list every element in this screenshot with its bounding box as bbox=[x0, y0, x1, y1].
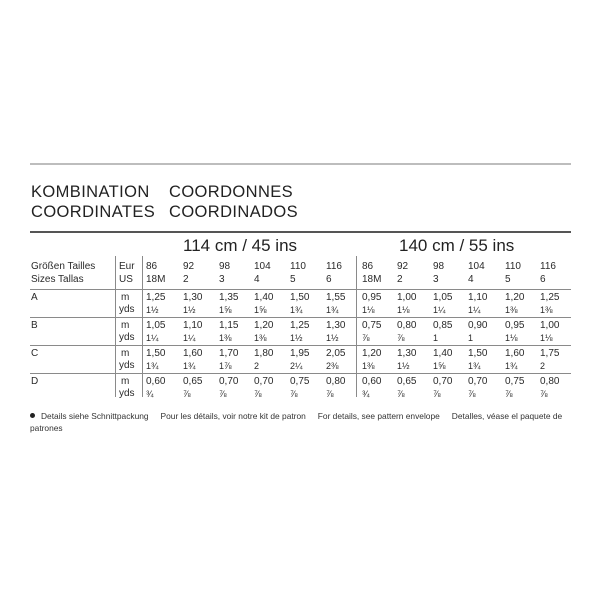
unit-us: US bbox=[119, 274, 133, 285]
yards-value: 1¼ bbox=[183, 333, 196, 343]
yards-value: 1⅜ bbox=[505, 305, 518, 315]
yards-value: 1½ bbox=[146, 305, 159, 315]
meters-value: 1,50 bbox=[290, 292, 310, 303]
us-size: 4 bbox=[254, 274, 260, 285]
view-label: D bbox=[31, 376, 39, 387]
meters-value: 0,90 bbox=[468, 320, 488, 331]
us-size: 3 bbox=[433, 274, 439, 285]
meters-value: 1,70 bbox=[219, 348, 239, 359]
row-divider bbox=[30, 289, 571, 290]
yards-value: 1 bbox=[433, 333, 439, 343]
unit-m: m bbox=[121, 320, 130, 331]
meters-value: 0,65 bbox=[397, 376, 417, 387]
meters-value: 0,65 bbox=[183, 376, 203, 387]
meters-value: 1,60 bbox=[505, 348, 525, 359]
yards-value: 2 bbox=[254, 361, 260, 371]
eur-size: 86 bbox=[146, 261, 158, 272]
title-line-2 bbox=[31, 202, 298, 222]
eur-size: 98 bbox=[433, 261, 445, 272]
meters-value: 1,75 bbox=[540, 348, 560, 359]
unit-yds: yds bbox=[119, 360, 135, 371]
row-divider bbox=[30, 317, 571, 318]
meters-value: 0,80 bbox=[540, 376, 560, 387]
eur-size: 110 bbox=[505, 261, 521, 272]
yards-value: 1⅜ bbox=[254, 333, 267, 343]
yards-value: ⅞ bbox=[397, 333, 405, 343]
meters-value: 0,95 bbox=[505, 320, 525, 331]
meters-value: 0,75 bbox=[290, 376, 310, 387]
unit-yds: yds bbox=[119, 388, 135, 399]
meters-value: 1,00 bbox=[397, 292, 417, 303]
yards-value: 1¼ bbox=[146, 333, 159, 343]
yards-value: ⅞ bbox=[397, 389, 405, 399]
yards-value: 1¾ bbox=[183, 361, 196, 371]
us-size: 18M bbox=[146, 274, 166, 285]
view-label: C bbox=[31, 348, 39, 359]
yards-value: 1⅛ bbox=[540, 333, 553, 343]
us-size: 6 bbox=[540, 274, 546, 285]
meters-value: 0,75 bbox=[505, 376, 525, 387]
yards-value: 1¾ bbox=[468, 361, 481, 371]
eur-size: 98 bbox=[219, 261, 231, 272]
unit-m: m bbox=[121, 292, 130, 303]
title-coordinates: COORDINATES bbox=[31, 203, 156, 221]
yards-value: ⅞ bbox=[219, 389, 227, 399]
yards-value: 1¼ bbox=[468, 305, 481, 315]
row-divider bbox=[30, 345, 571, 346]
eur-size: 110 bbox=[290, 261, 306, 272]
us-size: 2 bbox=[183, 274, 189, 285]
us-size: 2 bbox=[397, 274, 403, 285]
yards-value: ¾ bbox=[362, 389, 370, 399]
footnote-en: For details, see pattern envelope bbox=[317, 411, 440, 421]
size-label-line-1: Größen Tailles bbox=[31, 261, 96, 272]
yards-value: 1⅝ bbox=[219, 305, 232, 315]
view-label: B bbox=[31, 320, 38, 331]
meters-value: 1,15 bbox=[219, 320, 239, 331]
meters-value: 0,60 bbox=[146, 376, 166, 387]
yards-value: 1⅛ bbox=[362, 305, 375, 315]
meters-value: 1,55 bbox=[326, 292, 346, 303]
yards-value: 1⅛ bbox=[397, 305, 410, 315]
yards-value: 1¾ bbox=[146, 361, 159, 371]
yards-value: ⅞ bbox=[505, 389, 513, 399]
meters-value: 1,50 bbox=[468, 348, 488, 359]
table-top-rule bbox=[30, 231, 571, 233]
unit-m: m bbox=[121, 376, 130, 387]
meters-value: 1,40 bbox=[433, 348, 453, 359]
meters-value: 1,05 bbox=[146, 320, 166, 331]
yards-value: 2⅜ bbox=[326, 361, 339, 371]
title-coordinados: COORDINADOS bbox=[169, 203, 299, 221]
footnote-de: Details siehe Schnittpackung bbox=[41, 411, 149, 421]
bullet-icon bbox=[30, 413, 35, 418]
footnote-fr: Pour les détails, voir notre kit de patron bbox=[160, 411, 306, 421]
fabric-width-114: 114 cm / 45 ins bbox=[183, 236, 298, 255]
footnote-es-cont: patrones bbox=[30, 423, 63, 433]
yards-value: 1¾ bbox=[505, 361, 518, 371]
meters-value: 1,20 bbox=[254, 320, 274, 331]
meters-value: 1,20 bbox=[362, 348, 382, 359]
row-divider bbox=[30, 373, 571, 374]
yards-value: 1⅜ bbox=[362, 361, 375, 371]
yards-value: 1½ bbox=[326, 333, 339, 343]
us-size: 5 bbox=[290, 274, 296, 285]
yards-value: ¾ bbox=[146, 389, 154, 399]
size-label-line-2: Sizes Tallas bbox=[31, 274, 84, 285]
meters-value: 0,80 bbox=[326, 376, 346, 387]
yards-value: 1⅝ bbox=[254, 305, 267, 315]
meters-value: 1,30 bbox=[326, 320, 346, 331]
meters-value: 1,60 bbox=[183, 348, 203, 359]
eur-size: 116 bbox=[540, 261, 556, 272]
title-kombination: KOMBINATION bbox=[31, 183, 150, 201]
fabric-width-140: 140 cm / 55 ins bbox=[399, 236, 515, 255]
eur-size: 104 bbox=[468, 261, 485, 272]
yards-value: ⅞ bbox=[254, 389, 262, 399]
yards-value: ⅞ bbox=[183, 389, 191, 399]
meters-value: 1,35 bbox=[219, 292, 239, 303]
top-divider bbox=[30, 163, 571, 165]
yards-value: ⅞ bbox=[433, 389, 441, 399]
eur-size: 104 bbox=[254, 261, 271, 272]
meters-value: 1,10 bbox=[468, 292, 488, 303]
yards-value: ⅞ bbox=[290, 389, 298, 399]
yards-value: 1⅜ bbox=[219, 333, 232, 343]
meters-value: 1,40 bbox=[254, 292, 274, 303]
us-size: 3 bbox=[219, 274, 225, 285]
yards-value: 1⅛ bbox=[505, 333, 518, 343]
title-line-1 bbox=[31, 182, 293, 202]
us-size: 18M bbox=[362, 274, 382, 285]
eur-size: 92 bbox=[183, 261, 195, 272]
footnote-es: Detalles, véase el paquete de bbox=[451, 411, 563, 421]
yards-value: 2 bbox=[540, 361, 546, 371]
meters-value: 0,70 bbox=[468, 376, 488, 387]
column-divider-label bbox=[115, 256, 116, 397]
yards-value: ⅞ bbox=[468, 389, 476, 399]
yards-value: 1¾ bbox=[326, 305, 339, 315]
yards-value: 1⅞ bbox=[219, 361, 232, 371]
eur-size: 116 bbox=[326, 261, 342, 272]
meters-value: 0,80 bbox=[397, 320, 417, 331]
yards-value: 2¼ bbox=[290, 361, 303, 371]
yards-value: ⅞ bbox=[326, 389, 334, 399]
column-divider-widths bbox=[356, 256, 357, 397]
meters-value: 1,25 bbox=[146, 292, 166, 303]
meters-value: 1,20 bbox=[505, 292, 525, 303]
meters-value: 1,25 bbox=[290, 320, 310, 331]
yards-value: ⅞ bbox=[540, 389, 548, 399]
meters-value: 1,30 bbox=[183, 292, 203, 303]
column-divider-units bbox=[142, 256, 143, 397]
yards-value: 1½ bbox=[183, 305, 196, 315]
yards-value: 1¾ bbox=[290, 305, 303, 315]
meters-value: 1,50 bbox=[146, 348, 166, 359]
us-size: 4 bbox=[468, 274, 474, 285]
meters-value: 0,75 bbox=[362, 320, 382, 331]
meters-value: 0,70 bbox=[219, 376, 239, 387]
us-size: 6 bbox=[326, 274, 332, 285]
meters-value: 0,70 bbox=[254, 376, 274, 387]
footnote bbox=[30, 410, 570, 434]
meters-value: 1,80 bbox=[254, 348, 274, 359]
meters-value: 0,60 bbox=[362, 376, 382, 387]
meters-value: 1,30 bbox=[397, 348, 417, 359]
yards-value: ⅞ bbox=[362, 333, 370, 343]
yards-value: 1⅝ bbox=[433, 361, 446, 371]
yards-value: 1⅜ bbox=[540, 305, 553, 315]
yards-value: 1½ bbox=[290, 333, 303, 343]
yards-value: 1½ bbox=[397, 361, 410, 371]
meters-value: 1,10 bbox=[183, 320, 203, 331]
title-coordonnes: COORDONNES bbox=[169, 183, 294, 201]
meters-value: 0,95 bbox=[362, 292, 382, 303]
unit-eur: Eur bbox=[119, 261, 135, 272]
eur-size: 86 bbox=[362, 261, 374, 272]
meters-value: 2,05 bbox=[326, 348, 346, 359]
meters-value: 1,00 bbox=[540, 320, 560, 331]
unit-yds: yds bbox=[119, 304, 135, 315]
yards-value: 1¼ bbox=[433, 305, 446, 315]
meters-value: 1,05 bbox=[433, 292, 453, 303]
us-size: 5 bbox=[505, 274, 511, 285]
meters-value: 1,25 bbox=[540, 292, 560, 303]
unit-yds: yds bbox=[119, 332, 135, 343]
unit-m: m bbox=[121, 348, 130, 359]
yards-value: 1 bbox=[468, 333, 474, 343]
meters-value: 0,85 bbox=[433, 320, 453, 331]
meters-value: 1,95 bbox=[290, 348, 310, 359]
meters-value: 0,70 bbox=[433, 376, 453, 387]
view-label: A bbox=[31, 292, 38, 303]
eur-size: 92 bbox=[397, 261, 409, 272]
